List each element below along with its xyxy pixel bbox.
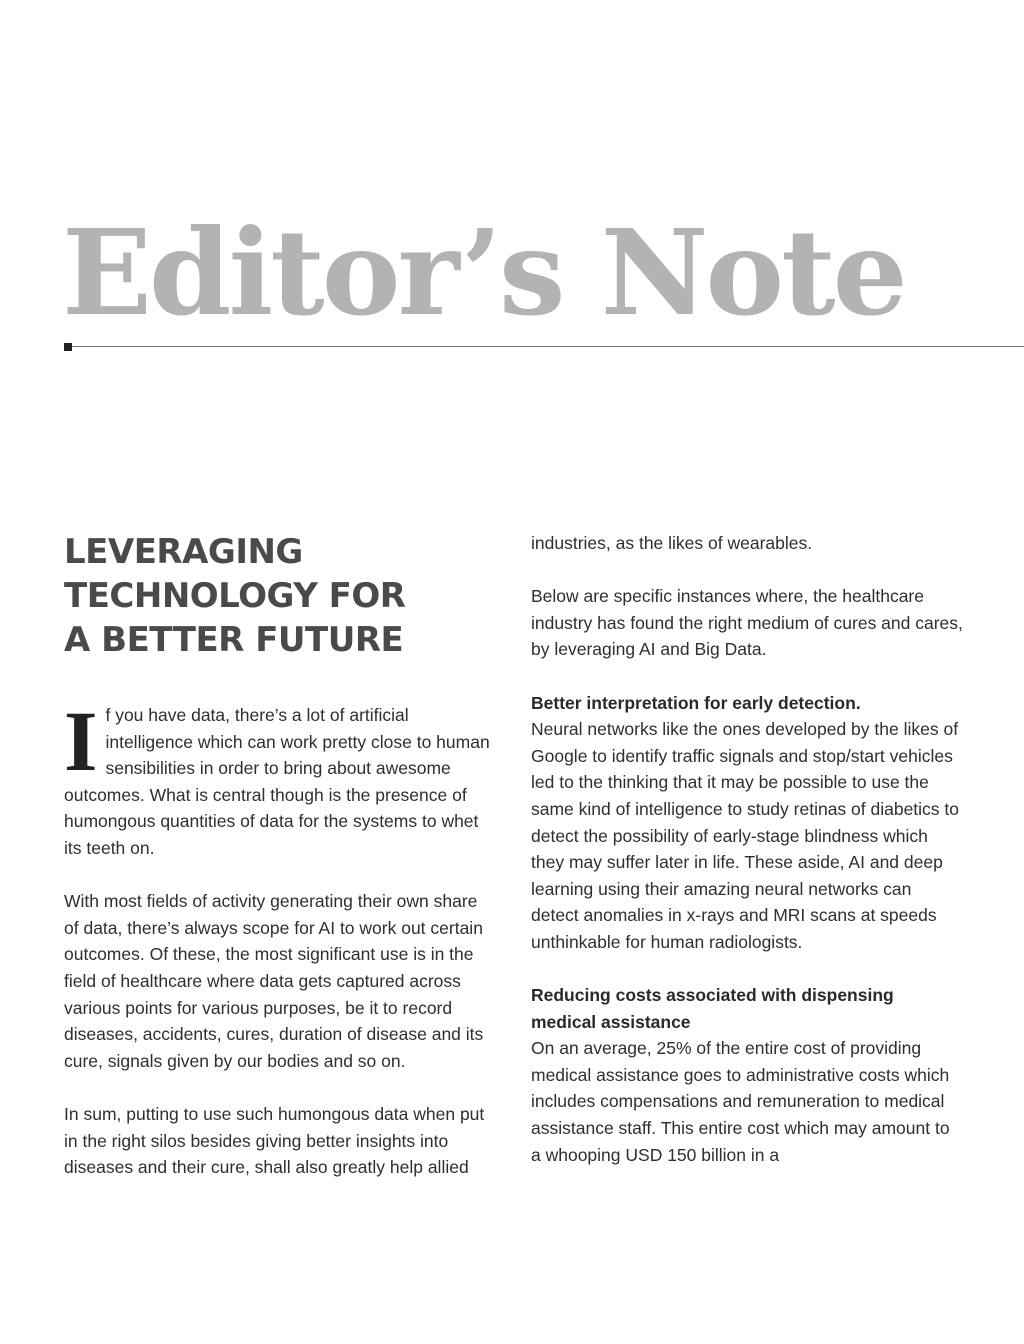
title-divider [64,346,1024,347]
drop-cap: I [64,693,98,789]
headline-line-2: TECHNOLOGY FOR [64,576,406,616]
article-column-right [531,530,963,1168]
headline-line-1: LEVERAGING [64,532,303,572]
paragraph-3: In sum, putting to use such humongous data when put in the right silos besides giving better insights into diseases and their cure, shall also greatly help allied [64,1103,485,1178]
intro-paragraph [64,693,494,862]
article-headline [64,530,494,662]
column-continuation: industries, as the likes of wearables. [531,533,813,553]
paragraph-4: Below are specific instances where, the healthcare industry has found the right medium of cures and cares, by leveraging AI and Big Data. [531,586,963,660]
headline-line-3: A BETTER FUTURE [64,620,404,660]
intro-text: f you have data, there’s a lot of artificial intelligence which can work pretty close to human sensibilities in order to bring about awesome outcomes. What is central though is the presence of humongous quantities of data for the systems to whet its teeth on. [64,705,490,858]
section-early-detection-body: Neural networks like the ones developed by the likes of Google to identify traffic signals and stop/start vehicles led to the thinking that it may be possible to use the same kind of intelligence to study retinas of diabetics to detect the possibility of early-stage blindness which they may suffer later in life. These aside, AI and deep learning using their amazing neural networks can detect anomalies in x-rays and MRI scans at speeds unthinkable for human radiologists. [531,719,960,952]
section-reducing-costs-heading: Reducing costs associated with dispensing medical assistance [531,985,894,1032]
section-reducing-costs [531,982,963,1168]
article-column-left [64,530,494,1181]
paragraph-2: With most fields of activity generating their own share of data, there’s always scope for AI to work out certain outcomes. Of these, the most significant use is in the field of healthcare where data gets captured across various points for various purposes, be it to record diseases, accidents, cures, duration of disease and its cure, signals given by our bodies and so on. [64,891,484,1071]
divider-marker [64,343,72,351]
section-early-detection [531,690,963,956]
masthead-title: Editor’s Note [62,203,905,342]
section-early-detection-heading: Better interpretation for early detection. [531,692,861,713]
section-reducing-costs-body: On an average, 25% of the entire cost of providing medical assistance goes to administrative costs which includes compensations and remuneration to medical assistance staff. This entire cost which may amount to a whooping USD 150 billion in a [531,1038,950,1165]
